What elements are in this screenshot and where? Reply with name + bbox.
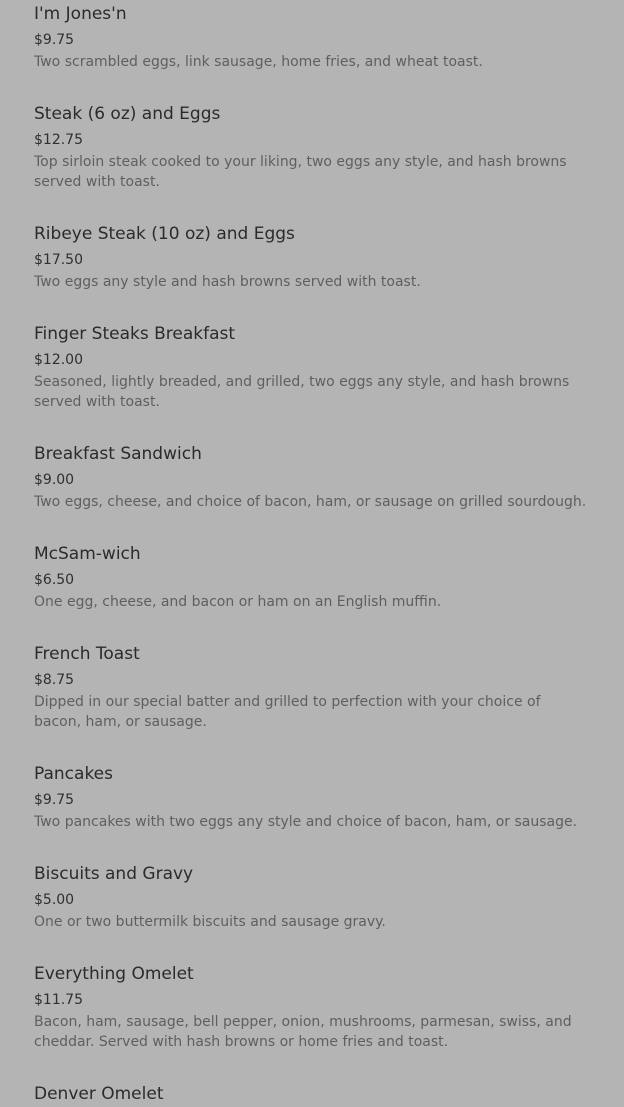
menu-item-name: Finger Steaks Breakfast [34, 324, 236, 344]
menu-item [34, 220, 590, 320]
menu-item-name: Breakfast Sandwich [34, 444, 202, 464]
menu-item-name: Everything Omelet [34, 964, 194, 984]
menu-item-name: French Toast [34, 644, 140, 664]
menu-item-price: $9.75 [34, 792, 75, 808]
menu-item-price: $8.75 [34, 672, 75, 688]
menu-item-name: Ribeye Steak (10 oz) and Eggs [34, 224, 295, 244]
menu-item [34, 1080, 590, 1107]
menu-item-description: One or two buttermilk biscuits and sausage gravy. [34, 914, 386, 930]
menu-item-description: Bacon, ham, sausage, bell pepper, onion, mushrooms, parmesan, swiss, and cheddar. Served with hash browns or home fries and toast. [34, 1014, 572, 1050]
menu-item-price: $17.50 [34, 252, 83, 268]
menu-item-description: Two eggs, cheese, and choice of bacon, ham, or sausage on grilled sourdough. [34, 494, 587, 510]
menu-item-description: Dipped in our special batter and grilled to perfection with your choice of bacon, ham, or sausage. [34, 694, 541, 730]
menu-item-price: $5.00 [34, 892, 75, 908]
menu-item [34, 640, 590, 760]
menu-item [34, 540, 590, 640]
menu-item-description: Two eggs any style and hash browns served with toast. [34, 274, 421, 290]
menu-item [34, 960, 590, 1080]
menu-item-price: $12.75 [34, 132, 83, 148]
menu-item [34, 0, 590, 100]
menu-item [34, 320, 590, 440]
menu-item-price: $9.00 [34, 472, 75, 488]
menu-item [34, 100, 590, 220]
menu-item-name: Biscuits and Gravy [34, 864, 194, 884]
menu-item-description: One egg, cheese, and bacon or ham on an English muffin. [34, 594, 442, 610]
menu-item-description: Top sirloin steak cooked to your liking, two eggs any style, and hash browns served with toast. [34, 154, 567, 190]
menu-item-description: Two scrambled eggs, link sausage, home fries, and wheat toast. [34, 54, 483, 70]
menu-item-description: Two pancakes with two eggs any style and choice of bacon, ham, or sausage. [34, 814, 578, 830]
menu-item-price: $12.00 [34, 352, 83, 368]
menu-item [34, 440, 590, 540]
menu-item-price: $11.75 [34, 992, 83, 1008]
menu-item-name: I'm Jones'n [34, 4, 127, 24]
menu-item-price: $6.50 [34, 572, 75, 588]
menu-item [34, 760, 590, 860]
menu-item-name: McSam-wich [34, 544, 141, 564]
menu-item-price: $9.75 [34, 32, 75, 48]
menu-item [34, 860, 590, 960]
menu-item-description: Seasoned, lightly breaded, and grilled, two eggs any style, and hash browns served with toast. [34, 374, 570, 410]
menu-item-name: Steak (6 oz) and Eggs [34, 104, 221, 124]
menu-item-name: Pancakes [34, 764, 113, 784]
menu-item-name: Denver Omelet [34, 1084, 164, 1104]
